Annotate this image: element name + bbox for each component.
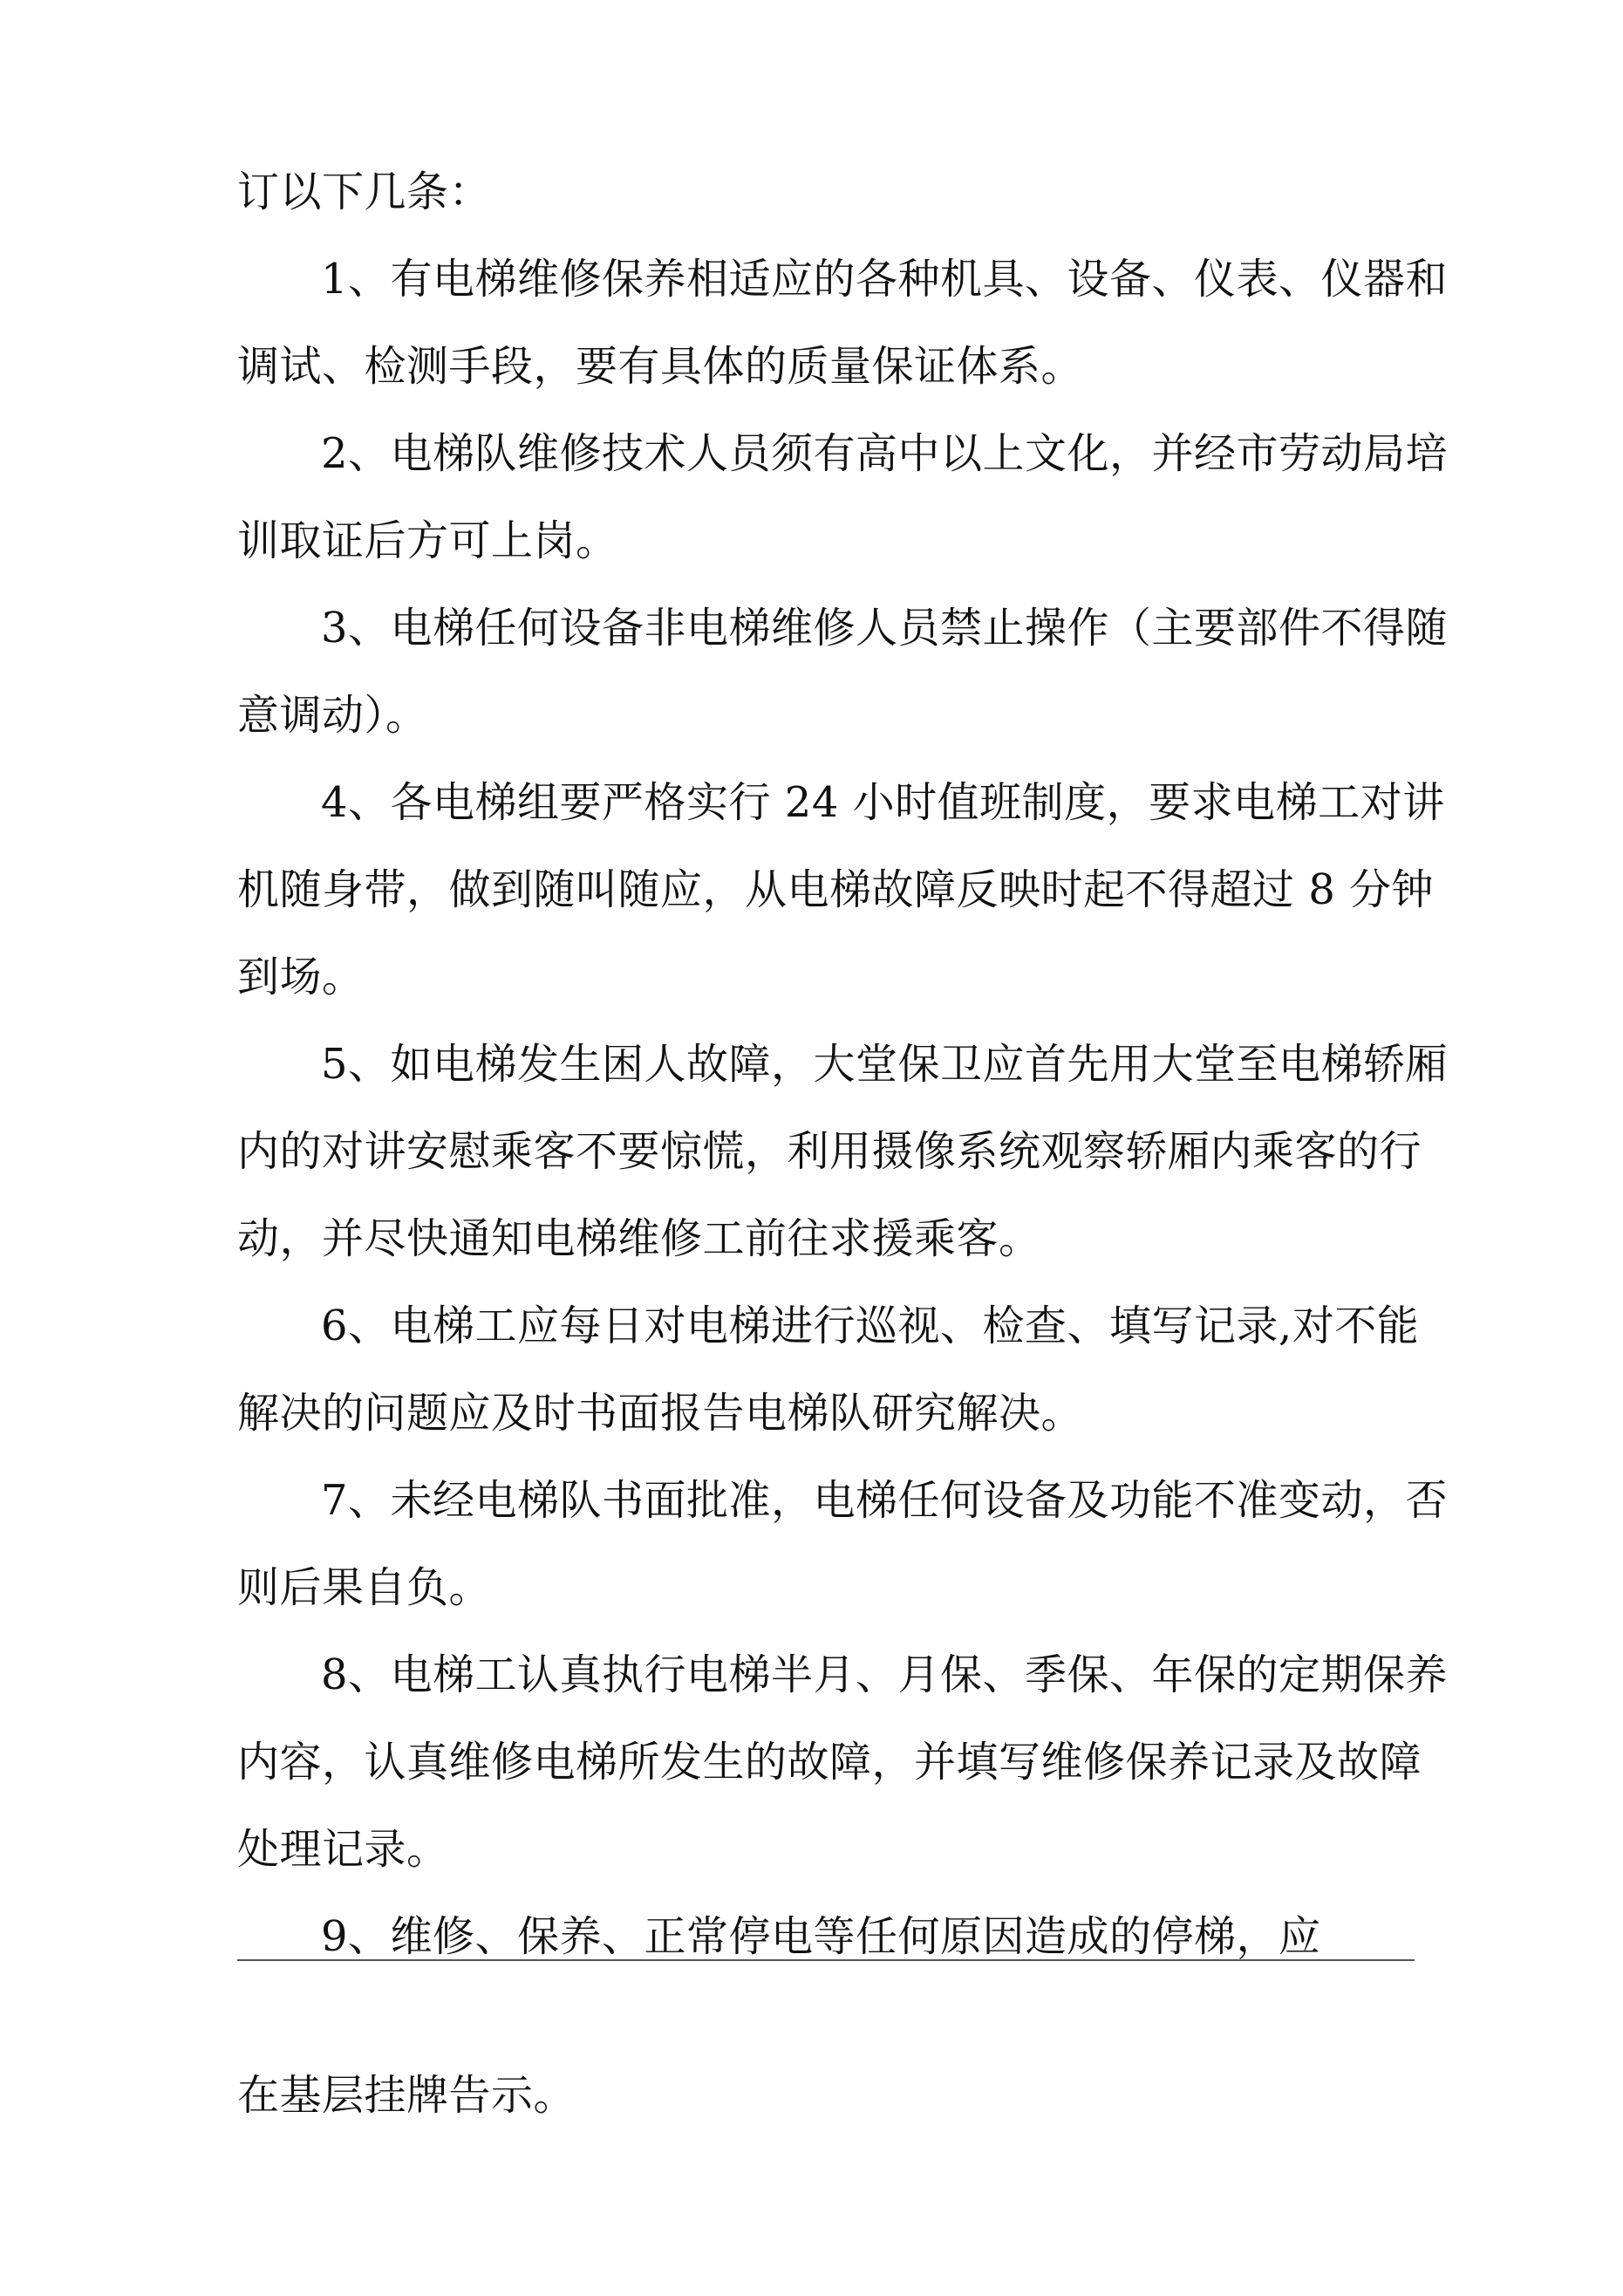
- list-item: [237, 584, 1449, 672]
- page-divider: [237, 1959, 1415, 1961]
- item-line: 1、有电梯维修保养相适应的各种机具、设备、仪表、仪器和: [321, 255, 1449, 304]
- item-line: 3、电梯任何设备非电梯维修人员禁止操作（主要部件不得随: [321, 604, 1449, 653]
- item-line: 处理记录。: [237, 1825, 449, 1874]
- item-line: 调试、检测手段，要有具体的质量保证体系。: [237, 342, 1084, 391]
- item-line: 动，并尽快通知电梯维修工前往求援乘客。: [237, 1214, 1041, 1263]
- item-line: 8、电梯工认真执行电梯半月、月保、季保、年保的定期保养: [321, 1650, 1449, 1699]
- continuation-text: 在基层挂牌告示。: [237, 2071, 576, 2120]
- document-body: [237, 148, 1449, 1980]
- list-item: [237, 759, 1445, 846]
- list-item: [237, 1457, 1449, 1544]
- item-line: 2、电梯队维修技术人员须有高中以上文化，并经市劳动局培: [321, 429, 1449, 478]
- intro-line: 订以下几条：: [237, 167, 492, 216]
- item-line: 5、如电梯发生困人故障，大堂保卫应首先用大堂至电梯轿厢: [321, 1040, 1449, 1089]
- item-line: 到场。: [237, 953, 365, 1001]
- item-line: 6、电梯工应每日对电梯进行巡视、检查、填写记录,对不能: [321, 1302, 1420, 1350]
- item-line: 内的对讲安慰乘客不要惊慌，利用摄像系统观察轿厢内乘客的行: [237, 1127, 1422, 1176]
- list-item: [237, 410, 1449, 497]
- item-line: 机随身带，做到随叫随应，从电梯故障反映时起不得超过 8 分钟: [237, 865, 1435, 914]
- item-line: 7、未经电梯队书面批准，电梯任何设备及功能不准变动，否: [321, 1476, 1449, 1525]
- item-line: 则后果自负。: [237, 1563, 492, 1612]
- list-item: [237, 1631, 1449, 1719]
- list-item: [237, 1021, 1449, 1108]
- item-line: 9、维修、保养、正常停电等任何原因造成的停梯，应: [321, 1912, 1321, 1961]
- list-item: [237, 236, 1449, 323]
- item-line: 意调动）。: [237, 691, 428, 740]
- item-line: 训取证后方可上岗。: [237, 516, 618, 565]
- item-line: 4、各电梯组要严格实行 24 小时值班制度，要求电梯工对讲: [321, 778, 1445, 827]
- item-line: 内容，认真维修电梯所发生的故障，并填写维修保养记录及故障: [237, 1738, 1422, 1787]
- item-line: 解决的问题应及时书面报告电梯队研究解决。: [237, 1389, 1084, 1438]
- list-item: [237, 1282, 1420, 1370]
- list-item: [237, 1893, 1415, 1980]
